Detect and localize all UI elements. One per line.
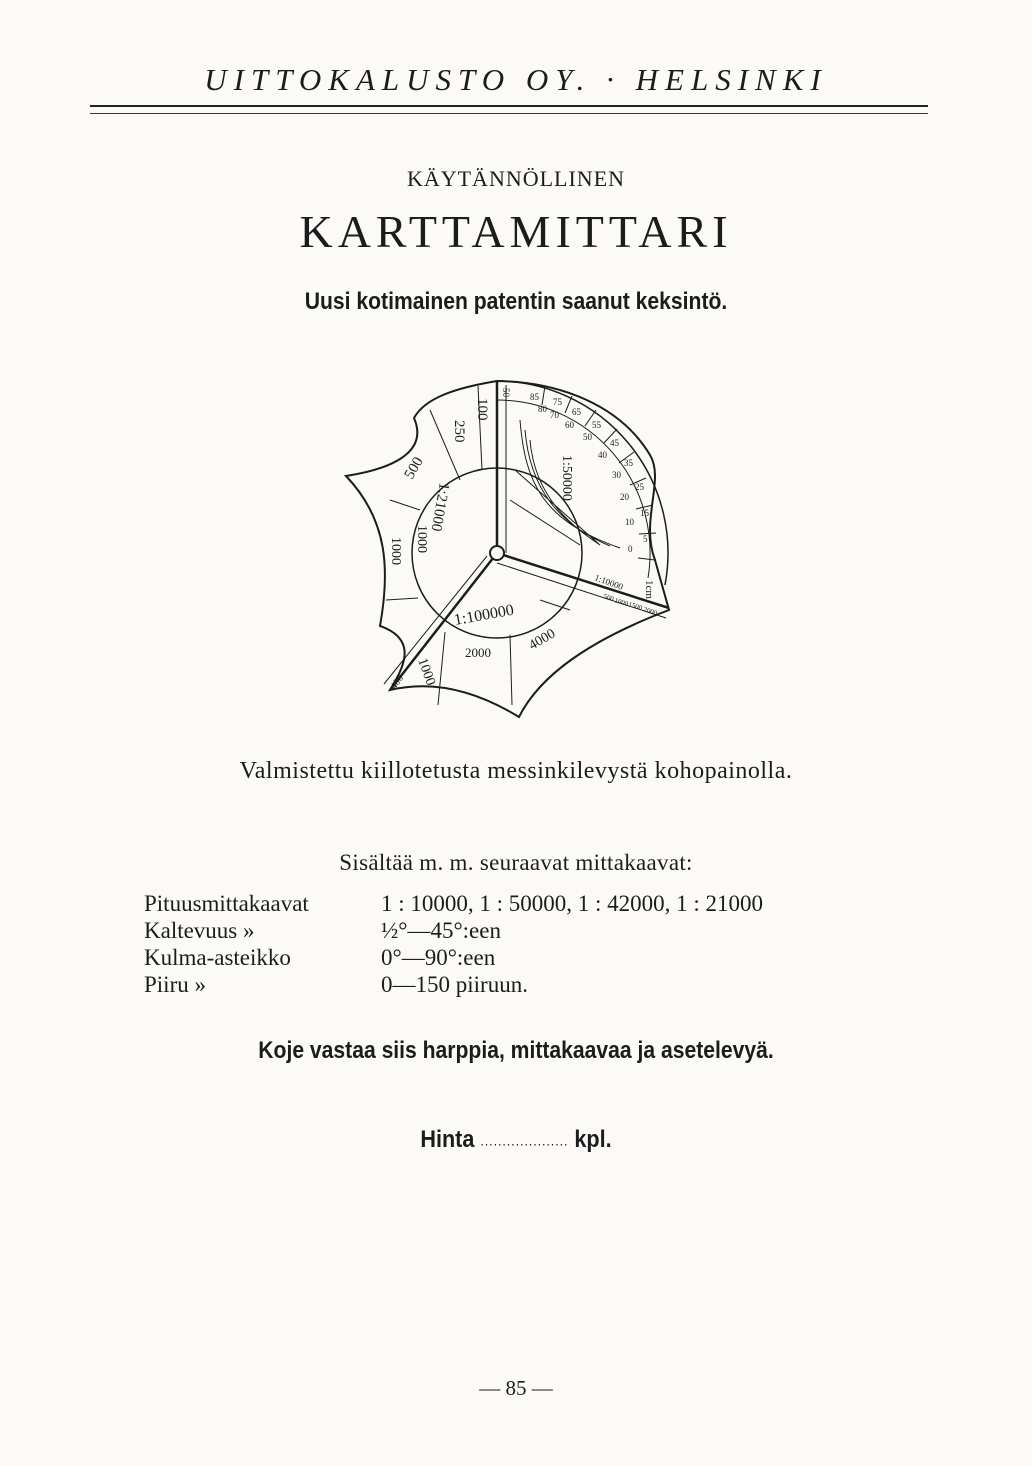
angle-label-35: 35 bbox=[624, 458, 633, 468]
angle-label-5: 5 bbox=[643, 534, 648, 544]
angle-label-45: 45 bbox=[610, 438, 619, 448]
angle-label-75: 75 bbox=[553, 397, 562, 407]
price-line bbox=[52, 1126, 981, 1154]
price-label: Hinta bbox=[420, 1126, 475, 1153]
page-number: — 85 — bbox=[479, 1376, 553, 1400]
product-subtitle: Uusi kotimainen patentin saanut keksintö. bbox=[304, 288, 728, 315]
header-rule-thick bbox=[90, 105, 928, 107]
bar-label-1500: 1500 bbox=[627, 600, 644, 613]
header-rule-thin bbox=[90, 113, 928, 114]
scale-label-100: 100 bbox=[474, 398, 490, 421]
product-title: KARTTAMITTARI bbox=[299, 206, 733, 257]
spec-row bbox=[144, 917, 763, 944]
spec-label: Pituusmittakaavat bbox=[144, 891, 309, 916]
scale-label-400: 400 bbox=[388, 673, 407, 692]
scale-label-1000-left: 1000 bbox=[388, 537, 403, 565]
spec-row bbox=[144, 890, 763, 917]
spec-value: 0°—90°:een bbox=[381, 945, 496, 970]
spec-value: 0—150 piiruun. bbox=[381, 972, 528, 997]
scale-label-50: 50 bbox=[501, 388, 511, 397]
angle-label-50: 50 bbox=[583, 432, 592, 442]
angle-label-55: 55 bbox=[592, 420, 601, 430]
price-blank: .................... bbox=[480, 1132, 569, 1149]
price-unit: kpl. bbox=[574, 1126, 612, 1153]
spec-label: Piiru » bbox=[144, 972, 206, 997]
scale-label-1000-inner: 1000 bbox=[414, 525, 429, 553]
product-kicker: KÄYTÄNNÖLLINEN bbox=[406, 166, 626, 191]
scales-intro: Sisältää m. m. seuraavat mittakaavat: bbox=[339, 850, 693, 875]
scale-label-4000: 4000 bbox=[526, 626, 559, 654]
scale-label-1000-bottom: 1000 bbox=[414, 656, 438, 688]
scales-spec-table bbox=[144, 890, 763, 998]
spec-value: ½°—45°:een bbox=[381, 918, 501, 943]
angle-label-10: 10 bbox=[625, 517, 634, 527]
bar-label-500: 500 bbox=[602, 592, 615, 604]
spec-label: Kaltevuus » bbox=[144, 918, 255, 943]
material-note: Valmistettu kiillotetusta messinkilevystä kohopainolla. bbox=[239, 758, 793, 784]
angle-label-0: 0 bbox=[628, 544, 633, 554]
angle-label-70: 70 bbox=[550, 410, 559, 420]
scale-label-500: 500 bbox=[401, 454, 427, 482]
angle-label-65: 65 bbox=[572, 407, 581, 417]
spec-label: Kulma-asteikko bbox=[144, 945, 291, 970]
angle-label-20: 20 bbox=[620, 492, 629, 502]
scale-label-1-50000: 1:50000 bbox=[559, 455, 574, 501]
scale-label-1-100000: 1:100000 bbox=[452, 601, 516, 629]
angle-label-80: 80 bbox=[538, 404, 547, 414]
scale-label-1-10000: 1:10000 bbox=[593, 572, 625, 592]
spec-row bbox=[144, 971, 763, 998]
scale-label-2000: 2000 bbox=[465, 645, 491, 660]
angle-label-30: 30 bbox=[612, 470, 621, 480]
bar-label-1000: 1000 bbox=[613, 596, 630, 609]
spec-value: 1 : 10000, 1 : 50000, 1 : 42000, 1 : 21000 bbox=[381, 891, 764, 916]
summary-statement: Koje vastaa siis harppia, mittakaavaa ja asetelevyä. bbox=[258, 1037, 774, 1064]
angle-label-25: 25 bbox=[635, 482, 644, 492]
scale-label-1-21000: 1:21000 bbox=[427, 481, 452, 533]
scale-label-cm: 1cm bbox=[643, 580, 655, 599]
angle-label-60: 60 bbox=[565, 420, 574, 430]
spec-row bbox=[144, 944, 763, 971]
angle-label-40: 40 bbox=[598, 450, 607, 460]
publisher-header: UITTOKALUSTO OY. · HELSINKI bbox=[204, 62, 828, 97]
angle-label-85: 85 bbox=[530, 392, 539, 402]
angle-label-15: 15 bbox=[640, 508, 649, 518]
bar-label-2000: 2000 bbox=[642, 605, 659, 618]
pivot-rivet bbox=[490, 546, 504, 560]
scale-label-250: 250 bbox=[451, 420, 467, 443]
map-measurer-illustration bbox=[338, 376, 678, 722]
